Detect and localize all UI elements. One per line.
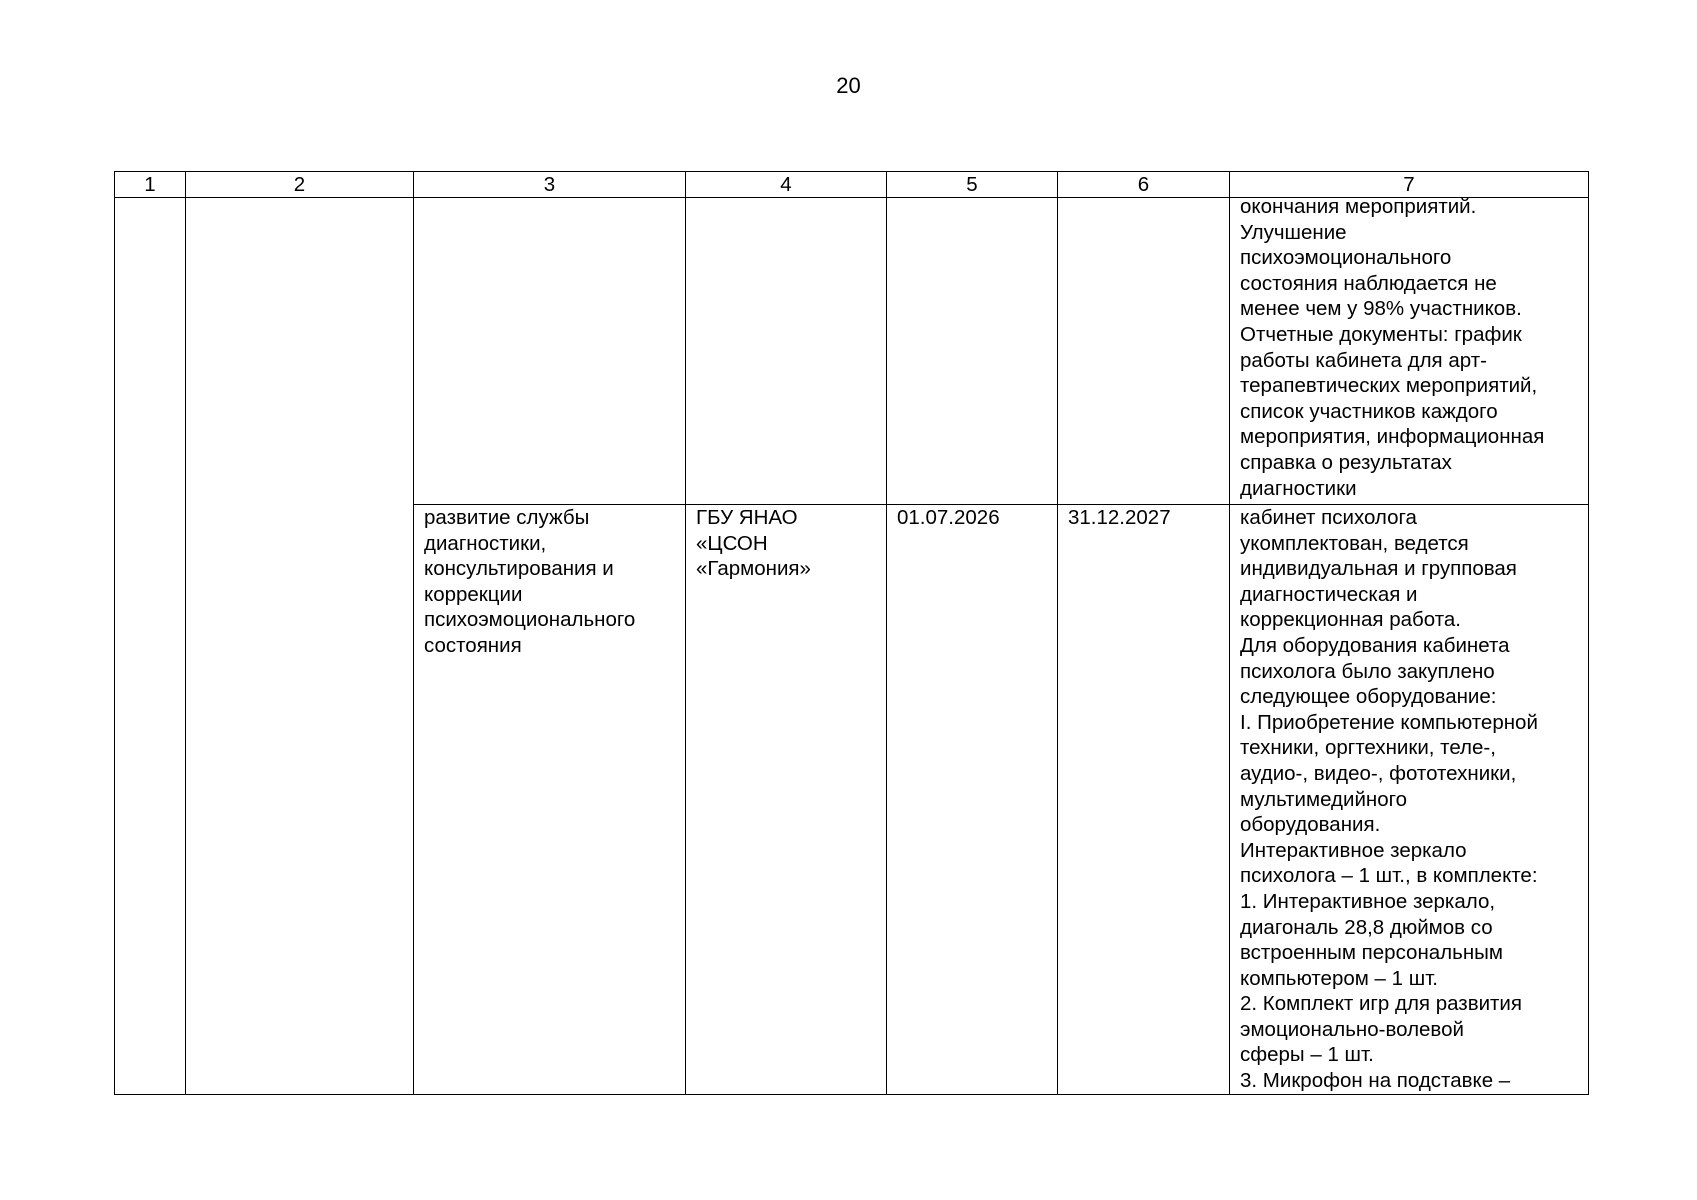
column-header-7: 7 <box>1230 172 1589 198</box>
column-header-4: 4 <box>686 172 887 198</box>
column-header-1: 1 <box>115 172 186 198</box>
cell-start-date: 01.07.2026 <box>887 505 1058 1095</box>
page-number: 20 <box>836 73 861 98</box>
cell-col-1 <box>115 198 186 1095</box>
document-table <box>114 171 1589 1095</box>
cell-col-7-results: окончания мероприятий. Улучшение психоэмоционального состояния наблюдается не менее чем у 98% участников. Отчетные документы: график работы кабинета для арт- терапевтических мероприятий, список участников каждого мероприятия, информационная справка о результатах диагностики <box>1230 198 1589 505</box>
cell-executor: ГБУ ЯНАО «ЦСОН «Гармония» <box>686 505 887 1095</box>
cell-col-2 <box>186 198 414 1095</box>
cell-col-3 <box>414 198 686 505</box>
column-header-5: 5 <box>887 172 1058 198</box>
cell-col-6 <box>1058 198 1230 505</box>
column-header-3: 3 <box>414 172 686 198</box>
cell-activity: развитие службы диагностики, консультирования и коррекции психоэмоционального состояния <box>414 505 686 1095</box>
cell-col-7-results: кабинет психолога укомплектован, ведется индивидуальная и групповая диагностическая и коррекционная работа. Для оборудования кабинета психолога было закуплено следующее оборудование: I. Приобретение компьютерной техники, оргтехники, теле-, аудио-, видео-, фототехники, мультимедийного оборудования. Интерактивное зеркало психолога – 1 шт., в комплекте: 1. Интерактивное зеркало, диагональ 28,8 дюймов со встроенным персональным компьютером – 1 шт. 2. Комплект игр для развития эмоционально-волевой сферы – 1 шт. 3. Микрофон на подставке – <box>1230 505 1589 1095</box>
cell-col-4 <box>686 198 887 505</box>
cell-end-date: 31.12.2027 <box>1058 505 1230 1095</box>
column-header-2: 2 <box>186 172 414 198</box>
table-header-row <box>115 172 1589 198</box>
cell-col-5 <box>887 198 1058 505</box>
column-header-6: 6 <box>1058 172 1230 198</box>
table-row <box>115 198 1589 505</box>
